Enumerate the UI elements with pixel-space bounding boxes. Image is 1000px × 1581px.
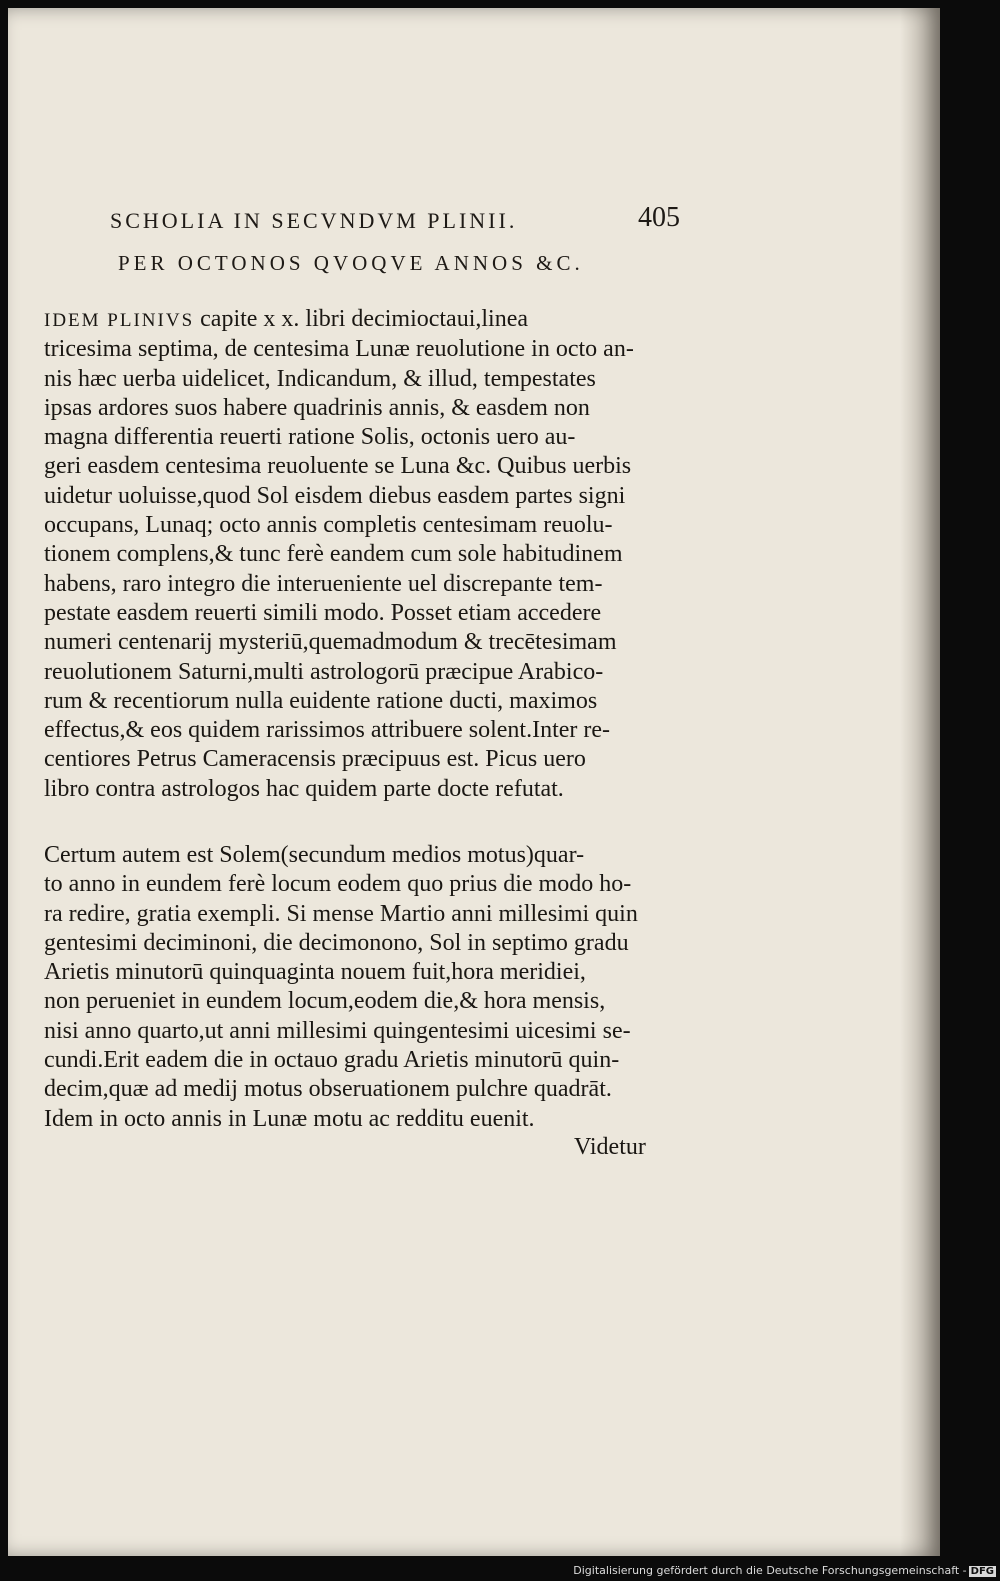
text-line: occupans, Lunaq; octo annis completis centesimam reuolu- xyxy=(44,512,613,539)
section-heading: PER OCTONOS QVOQVE ANNOS &C. xyxy=(118,251,584,275)
text-line: habens, raro integro die interueniente uel discrepante tem- xyxy=(44,570,603,597)
text-line: Arietis minutorū quinquaginta nouem fuit,hora meridiei, xyxy=(44,959,586,986)
text-line: to anno in eundem ferè locum eodem quo prius die modo ho- xyxy=(44,871,632,898)
digitization-credit xyxy=(573,1564,996,1577)
text-line: geri easdem centesima reuoluente se Luna &c. Quibus uerbis xyxy=(44,453,632,480)
paragraph-lead: IDEM PLINIVS xyxy=(44,310,195,331)
paragraph-1 xyxy=(44,305,674,804)
paragraph-2 xyxy=(44,841,674,1134)
book-page xyxy=(8,8,940,1556)
text-line: uidetur uoluisse,quod Sol eisdem diebus easdem partes signi xyxy=(44,482,626,509)
text-line: tricesima septima, de centesima Lunæ reuolutione in octo an- xyxy=(44,336,634,363)
text-line: ipsas ardores suos habere quadrinis annis, & easdem non xyxy=(44,394,590,421)
text-line: cundi.Erit eadem die in octauo gradu Arietis minutorū quin- xyxy=(44,1047,620,1074)
text-line: libro contra astrologos hac quidem parte docte refutat. xyxy=(44,775,564,802)
text-line: numeri centenarij mysteriū,quemadmodum & trecētesimam xyxy=(44,629,617,656)
running-header xyxy=(110,202,680,234)
page-fold-shadow xyxy=(900,8,940,1556)
credit-text: Digitalisierung gefördert durch die Deutsche Forschungsgemeinschaft - xyxy=(573,1564,967,1577)
text-line: Certum autem est Solem(secundum medios motus)quar- xyxy=(44,842,585,868)
page-number: 405 xyxy=(638,202,680,233)
text-line: effectus,& eos quidem rarissimos attribuere solent.Inter re- xyxy=(44,717,611,744)
text-line: rum & recentiorum nulla euidente ratione ducti, maximos xyxy=(44,687,598,714)
text-line: gentesimi deciminoni, die decimonono, Sol in septimo gradu xyxy=(44,929,629,956)
dfg-badge: DFG xyxy=(970,1566,994,1577)
text-line: nis hæc uerba uidelicet, Indicandum, & illud, tempestates xyxy=(44,365,596,392)
text-line: Idem in octo annis in Lunæ motu ac redditu euenit. xyxy=(44,1105,535,1132)
text-line-content: capite x x. libri decimioctaui,linea xyxy=(194,306,529,332)
text-line: nisi anno quarto,ut anni millesimi quingentesimi uicesimi se- xyxy=(44,1017,631,1044)
text-line: decim,quæ ad medij motus obseruationem pulchre quadrāt. xyxy=(44,1076,612,1103)
text-line: non perueniet in eundem locum,eodem die,& hora mensis, xyxy=(44,988,606,1015)
text-line: centiores Petrus Cameracensis præcipuus est. Picus uero xyxy=(44,746,586,773)
catchword: Videtur xyxy=(574,1134,646,1160)
text-line: reuolutionem Saturni,multi astrologorū præcipue Arabico- xyxy=(44,658,604,685)
text-line: tionem complens,& tunc ferè eandem cum sole habitudinem xyxy=(44,541,623,568)
text-line: pestate easdem reuerti simili modo. Posset etiam accedere xyxy=(44,599,602,626)
running-title: SCHOLIA IN SECVNDVM PLINII. xyxy=(110,208,518,233)
text-line: ra redire, gratia exempli. Si mense Martio anni millesimi quin xyxy=(44,900,638,927)
text-line: magna differentia reuerti ratione Solis, octonis uero au- xyxy=(44,424,576,451)
text-line xyxy=(44,305,674,335)
